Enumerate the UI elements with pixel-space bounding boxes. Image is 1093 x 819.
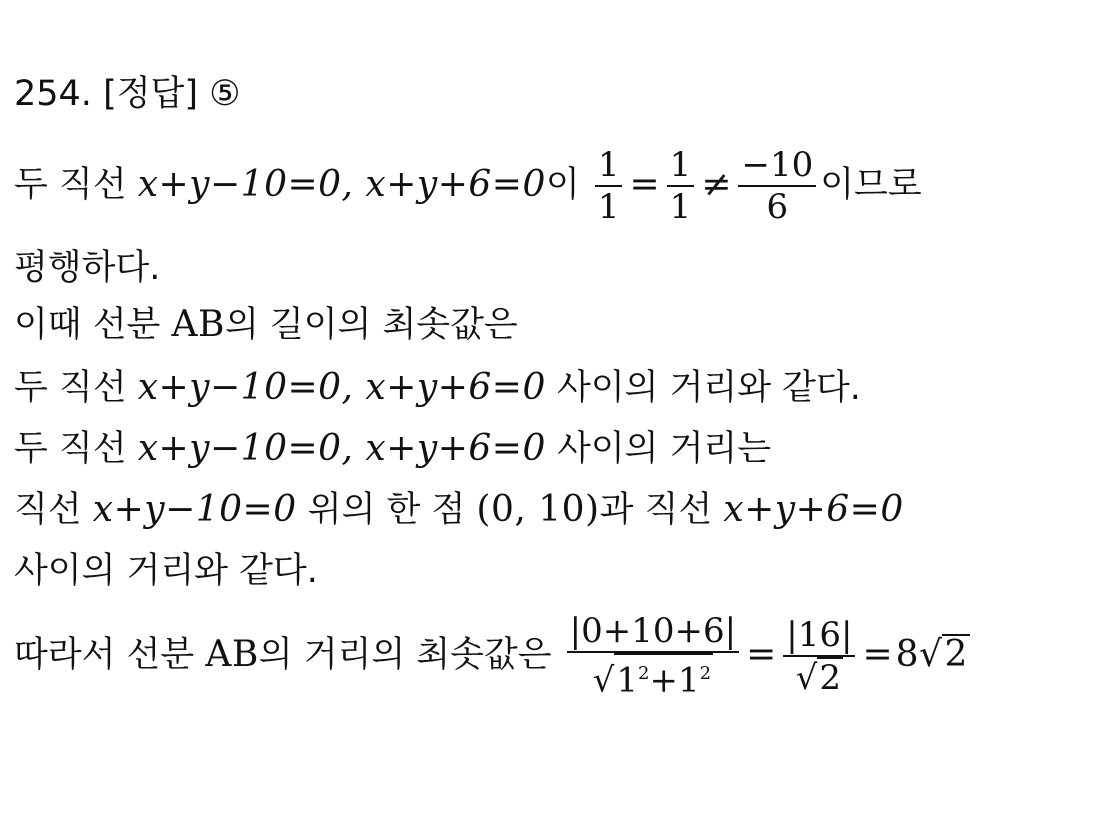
line-parallel-condition (14, 145, 922, 227)
equation-pair: x+y−10=0, x+y+6=0 (137, 428, 546, 469)
numerator: |0+10+6| (567, 611, 739, 653)
line-minimum-length (14, 303, 518, 347)
point: (0, 10) (476, 489, 600, 530)
text: 따라서 선분 (14, 635, 195, 675)
text: 이므로 (820, 165, 922, 205)
fraction (783, 615, 855, 698)
text: 사이의 거리는 (557, 429, 772, 469)
numerator: 1 (595, 145, 623, 187)
numerator: 1 (667, 145, 695, 187)
segment-ab: AB (205, 634, 259, 675)
text: 과 직선 (599, 490, 713, 530)
equation: x+y−10=0 (92, 489, 297, 530)
line-distance-is (14, 427, 771, 471)
fraction (667, 145, 695, 227)
sqrt-icon: √2 (919, 634, 968, 675)
text: 사이의 거리와 같다. (557, 368, 861, 408)
text: 사이의 거리와 같다. (14, 551, 318, 591)
fraction (595, 145, 623, 227)
numerator: |16| (783, 615, 855, 657)
line-point-line (14, 488, 904, 532)
text: 두 직선 (14, 429, 127, 469)
equals-sign: = (746, 634, 777, 675)
text: 평행하다. (14, 248, 161, 288)
problem-number: 254. (14, 74, 92, 114)
distance-fraction (567, 611, 739, 700)
equation-pair: x+y−10=0, x+y+6=0 (137, 164, 546, 205)
numerator: −10 (738, 145, 816, 187)
line-final-answer (14, 610, 970, 701)
segment-ab: AB (171, 304, 225, 345)
text: 의 거리의 최솟값은 (258, 635, 552, 675)
text: 직선 (14, 490, 82, 530)
line-parallel (14, 246, 160, 290)
answer-mark: ⑤ (209, 74, 241, 114)
line-distance-same (14, 549, 318, 593)
equation: x+y+6=0 (723, 489, 904, 530)
text: 두 직선 (14, 165, 127, 205)
problem-heading (14, 72, 241, 116)
text: 이 (545, 165, 580, 205)
answer-label: [정답] (103, 74, 199, 114)
text: 이때 선분 (14, 305, 161, 345)
sqrt-icon: $√1^2+1^2$ (593, 653, 713, 700)
denominator: 1 (669, 187, 692, 227)
not-equal-sign: ≠ (701, 164, 732, 205)
equation-pair: x+y−10=0, x+y+6=0 (137, 367, 546, 408)
line-distance-equal (14, 366, 861, 410)
equals-sign: = (862, 634, 893, 675)
denominator (783, 657, 855, 698)
sqrt-icon: √2 (795, 657, 841, 698)
denominator (567, 653, 739, 700)
equals-sign: = (629, 164, 660, 205)
result: 8√2 (896, 634, 970, 675)
fraction (738, 145, 816, 227)
text: 의 길이의 최솟값은 (224, 305, 518, 345)
denominator: 1 (597, 187, 620, 227)
text: 위의 한 점 (307, 490, 466, 530)
text: 두 직선 (14, 368, 127, 408)
denominator: 6 (766, 187, 789, 227)
